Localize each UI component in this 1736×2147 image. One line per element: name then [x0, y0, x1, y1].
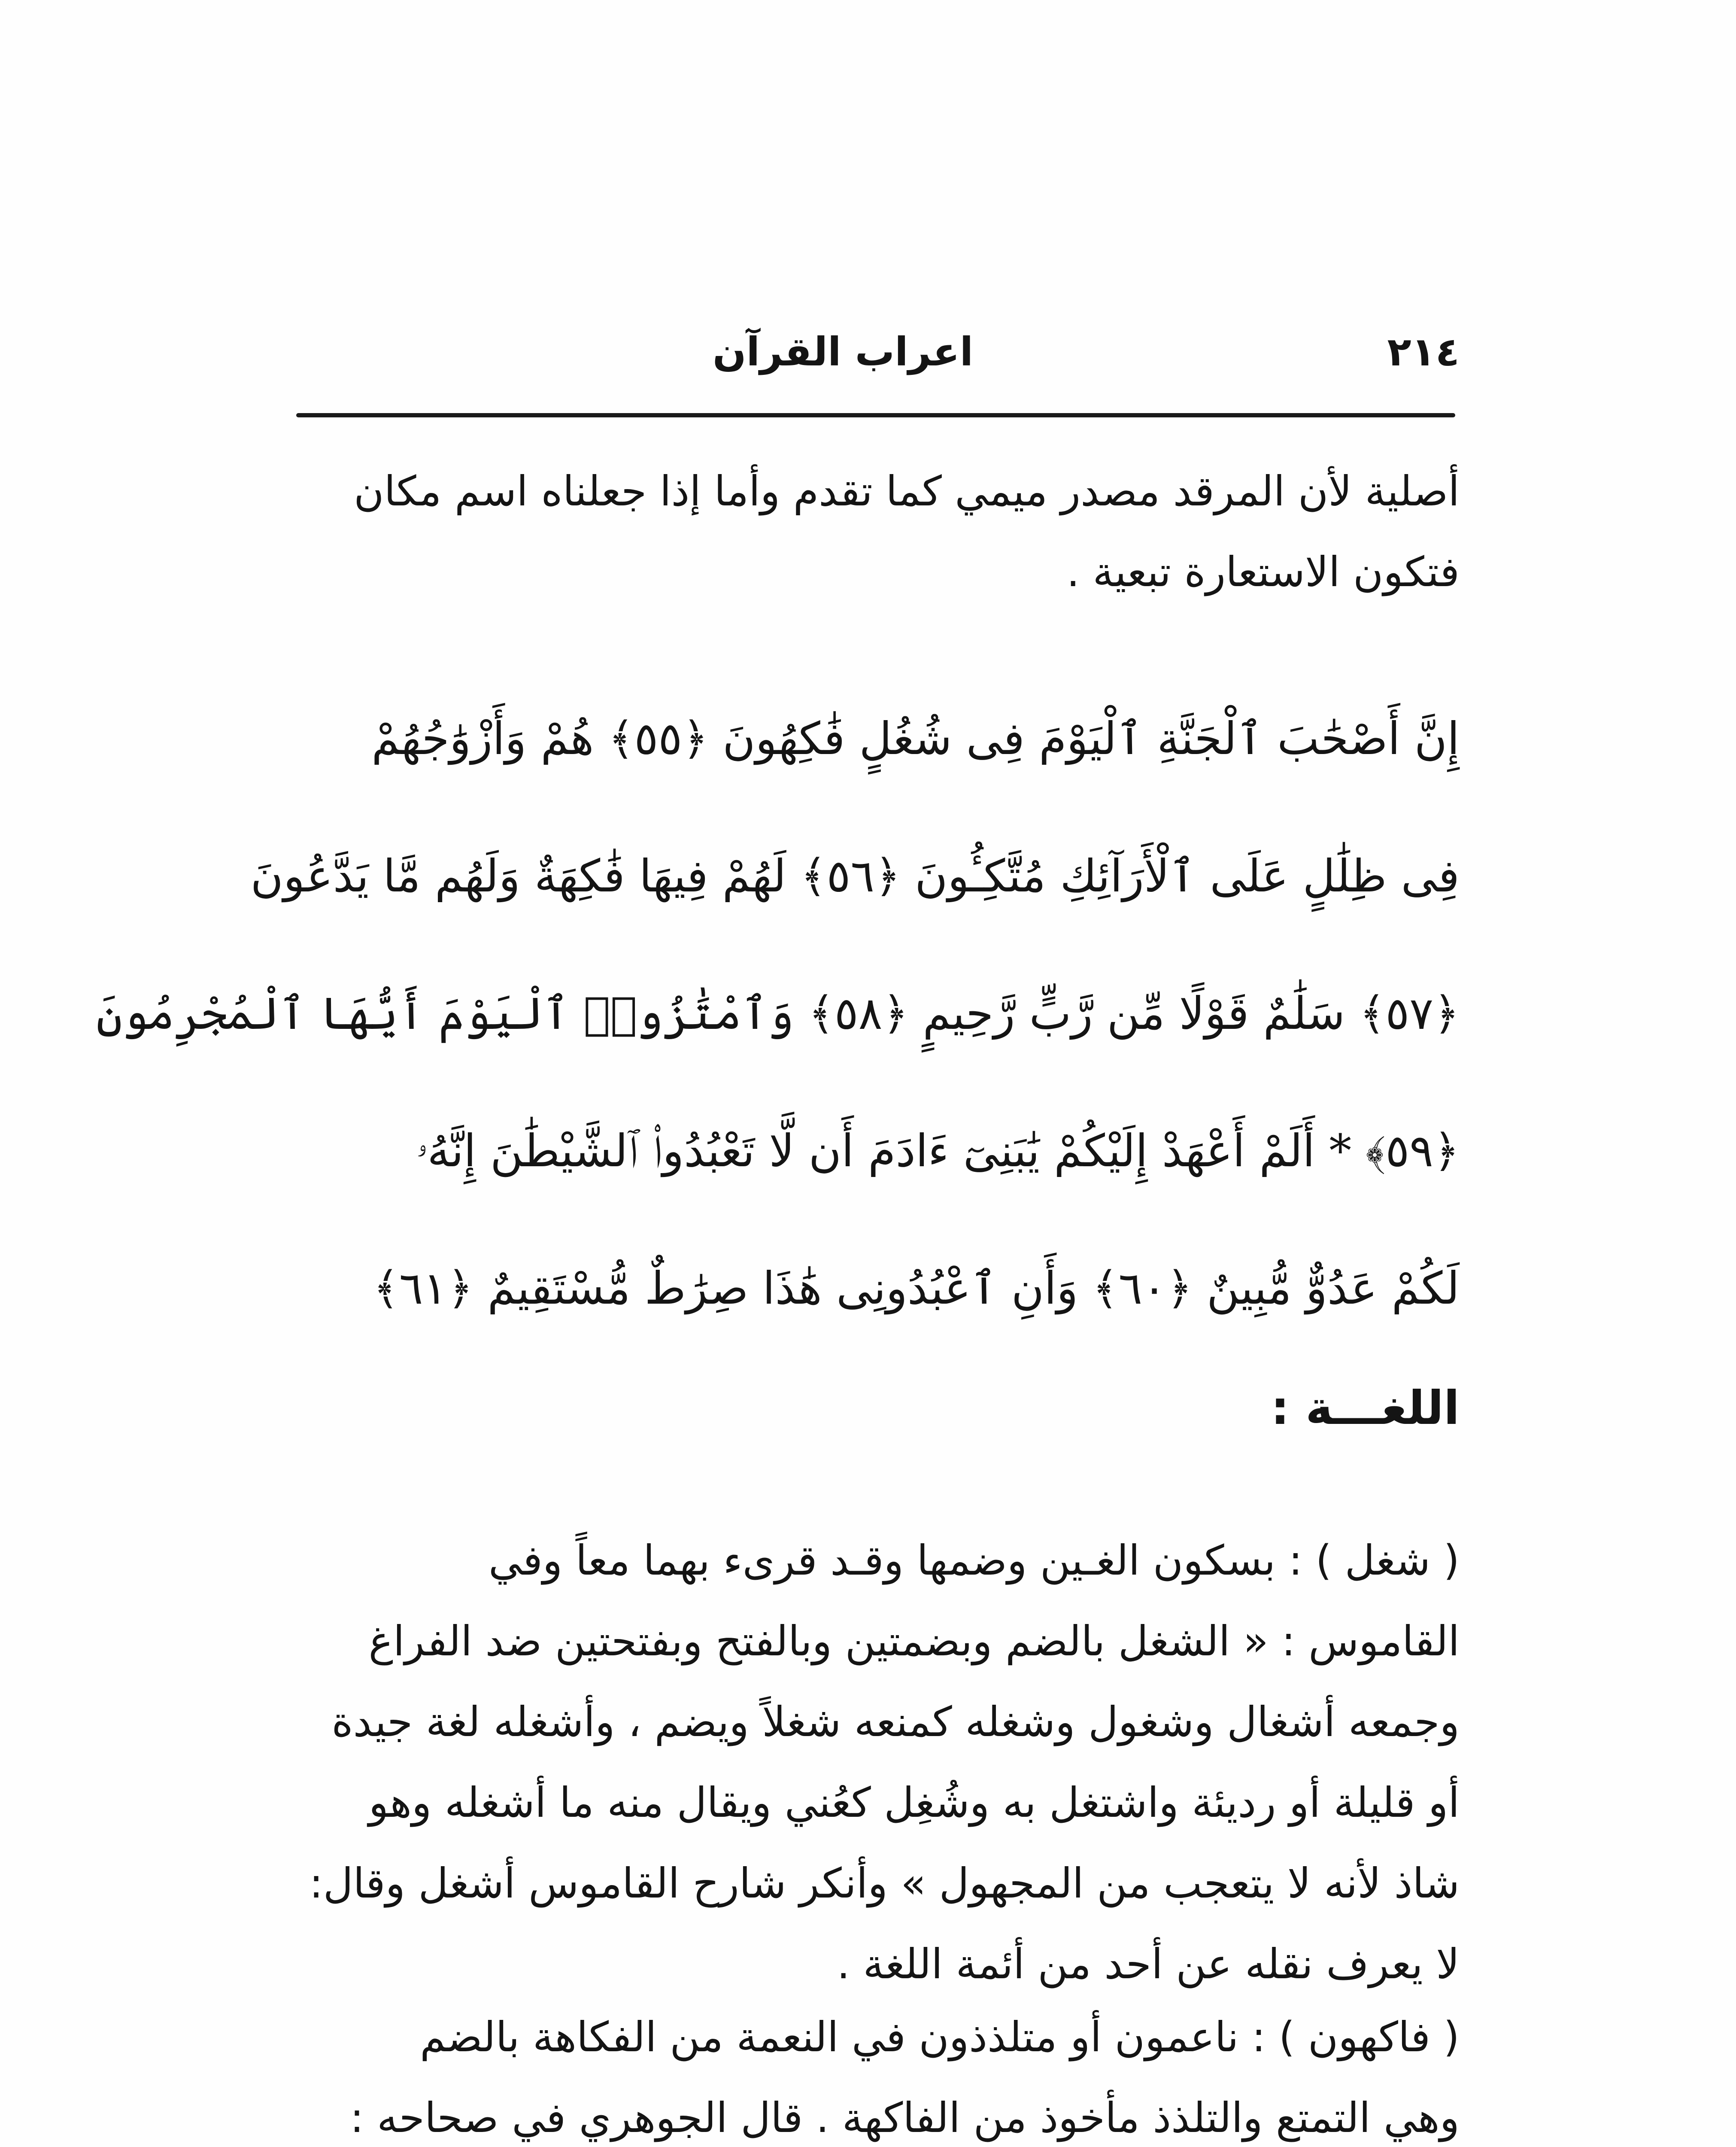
intro-line: فتكون الاستعارة تبعية . [1066, 548, 1460, 596]
verse-line: فِى ظِلَٰلٍ عَلَى ٱلْأَرَآئِكِ مُتَّكِـُٔونَ ﴿٥٦﴾ لَهُمْ فِيهَا فَٰكِهَةٌ وَلَهُم مَّا يَدَّعُونَ [250, 850, 1460, 902]
verse-line: ﴿٥٧﴾ سَلَٰمٌ قَوْلًا مِّن رَّبٍّ رَّحِيمٍ ﴿٥٨﴾ وَٱمْتَٰزُوا۟ ٱلْيَوْمَ أَيُّهَا ٱلْمُجْرِمُونَ [96, 987, 1460, 1040]
entry-line: ( شغل ) : بسكون الغـين وضمها وقـد قرىء بهما معاً وفي [489, 1536, 1460, 1584]
entry-line: وجمعه أشغال وشغول وشغله كمنعه شغلاً ويضم ، وأشغله لغة جيدة [331, 1698, 1460, 1746]
language-section [296, 1365, 1460, 1451]
vocab-entry-shughul [296, 1520, 1460, 2004]
quran-verses [96, 670, 1460, 1357]
book-title: اعراب القرآن [713, 329, 974, 375]
vocab-entry-fakihun [296, 1997, 1460, 2147]
entry-line: القاموس : « الشغل بالضم وبضمتين وبالفتح وبفتحتين ضد الفراغ [368, 1617, 1460, 1665]
entry-line: وهي التمتع والتلذذ مأخوذ من الفاكهة . قال الجوهري في صحاحه : [350, 2094, 1460, 2142]
entry-line: أو قليلة أو رديئة واشتغل به وشُغِل كعُني ويقال منه ما أشغله وهو [368, 1779, 1460, 1827]
header-rule [296, 413, 1455, 417]
entry-line: ( فاكهون ) : ناعمون أو متلذذون في النعمة من الفكاهة بالضم [420, 2013, 1460, 2061]
entry-line: لا يعرف نقله عن أحد من أئمة اللغة . [837, 1940, 1460, 1988]
verse-line: لَكُمْ عَدُوٌّ مُّبِينٌ ﴿٦٠﴾ وَأَنِ ٱعْبُدُونِى هَٰذَا صِرَٰطٌ مُّسْتَقِيمٌ ﴿٦١﴾ [373, 1262, 1460, 1314]
verse-line: إِنَّ أَصْحَٰبَ ٱلْجَنَّةِ ٱلْيَوْمَ فِى شُغُلٍ فَٰكِهُونَ ﴿٥٥﴾ هُمْ وَأَزْوَٰجُهُمْ [371, 712, 1460, 765]
intro-line: أصلية لأن المرقد مصدر ميمي كما تقدم وأما إذا جعلناه اسم مكان [354, 467, 1460, 515]
running-header [713, 320, 1460, 384]
intro-paragraph [296, 451, 1460, 612]
entry-line: شاذ لأنه لا يتعجب من المجهول » وأنكر شارح القاموس أشغل وقال: [309, 1859, 1460, 1907]
section-heading: اللغـــة : [1271, 1381, 1460, 1435]
page-number: ٢١٤ [1387, 329, 1460, 375]
verse-line: ﴿٥٩﴾ * أَلَمْ أَعْهَدْ إِلَيْكُمْ يَٰبَنِىٓ ءَادَمَ أَن لَّا تَعْبُدُوا۟ ٱلشَّيْطَٰنَ إِنَّهُۥ [416, 1125, 1460, 1177]
